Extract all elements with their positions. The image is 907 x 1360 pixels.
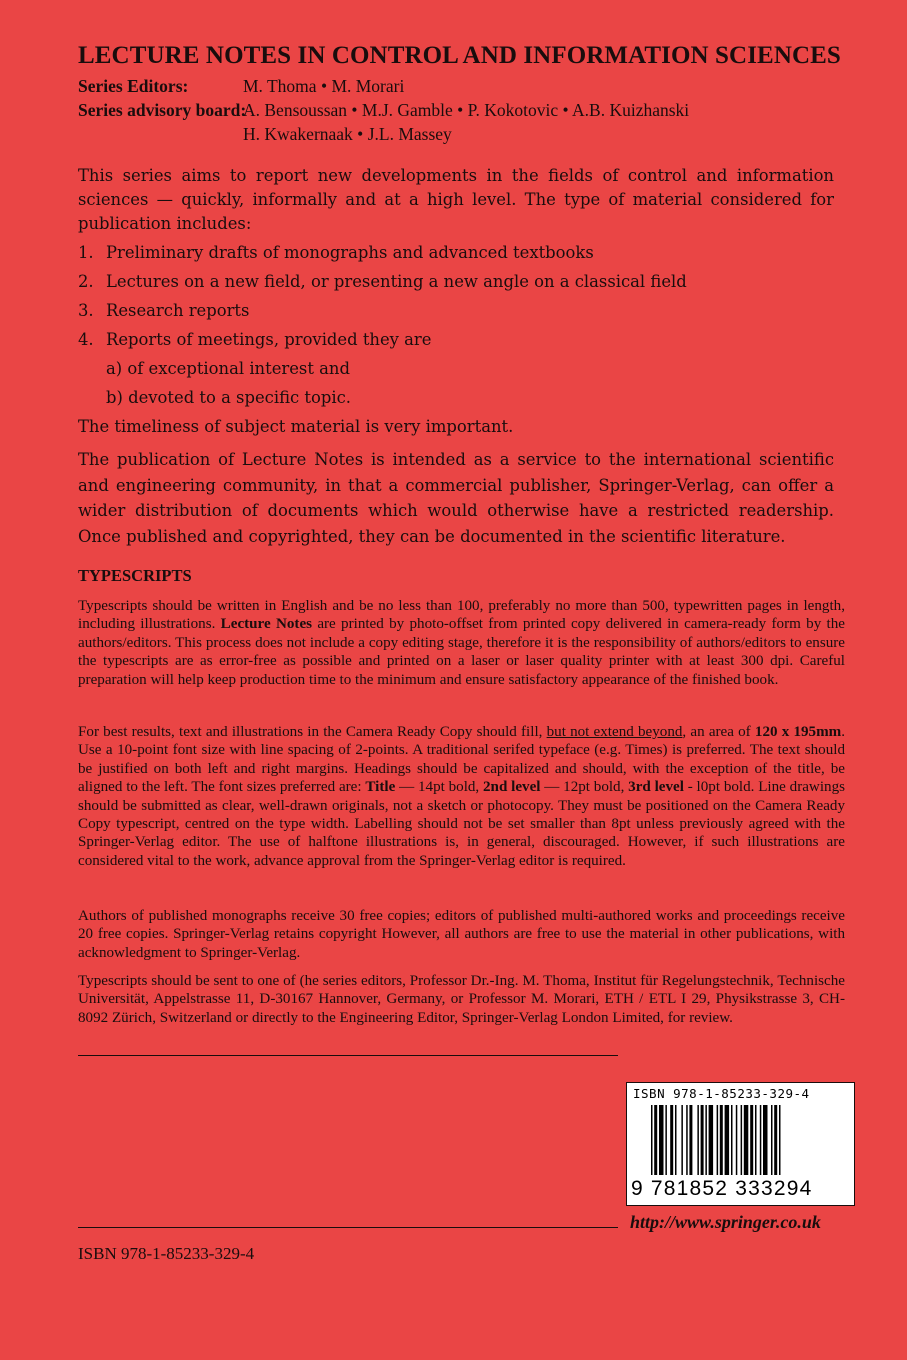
list-text: Reports of meetings, provided they are <box>106 330 432 349</box>
list-item <box>78 299 834 323</box>
text-run: . Use a 10-point font size with line spacing of 2-points. A traditional serifed typeface (e.g. Times) is preferred. The text should be justified on both left and right margins. Headings should be capitalized and should, with the exception of the title, be aligned to the left. The font sizes preferred are: <box>78 724 846 796</box>
intro-paragraph: This series aims to report new developments in the fields of control and information sciences — quickly, informally and at a high level. The type of material considered for publication includes: <box>78 166 834 233</box>
list-number: 3. <box>78 301 94 320</box>
bold-run: Title <box>365 779 396 796</box>
underlined-run: but not extend beyond <box>546 724 683 740</box>
text-run: - l0pt bold. Line drawings should be submitted as clear, well-drawn originals, not a sketch or photocopy. They must be positioned on the Camera Ready Copy typescript, centred on the type width. Labelling should not be set smaller than 8pt unless previously agreed with the Springer-Verlag editor. The use of halftone illustrations is, in general, discouraged. However, if such illustrations are considered vital to the work, advance approval from the Springer-Verlag editor is required. <box>78 779 845 869</box>
typescripts-heading: TYPESCRIPTS <box>78 566 192 585</box>
isbn-number: ISBN 978-1-85233-329-4 <box>78 1244 255 1263</box>
typescripts-paragraph-1 <box>78 597 845 689</box>
bold-run: Lecture Notes <box>220 616 313 633</box>
advisory-board <box>78 100 690 121</box>
series-editors-names: M. Thoma • M. Morari <box>243 76 405 96</box>
sub-list-item: b) devoted to a specific topic. <box>106 388 351 407</box>
list-number: 2. <box>78 272 94 291</box>
list-item <box>78 241 834 265</box>
timeliness-note: The timeliness of subject material is very important. <box>78 417 514 436</box>
series-editors <box>78 76 405 97</box>
text-run: For best results, text and illustrations in the Camera Ready Copy should fill, <box>78 724 547 740</box>
bold-run: 120 x 195mm <box>754 724 842 740</box>
series-title: LECTURE NOTES IN CONTROL AND INFORMATION SCIENCES <box>78 42 841 69</box>
typescripts-paragraph-2 <box>78 723 845 870</box>
advisory-board-label: Series advisory board: <box>78 100 247 120</box>
footer-divider-line <box>78 1227 618 1228</box>
list-number: 4. <box>78 330 94 349</box>
list-number: 1. <box>78 243 94 262</box>
bold-run: 2nd level <box>483 779 541 796</box>
series-description <box>78 164 834 439</box>
barcode-bars <box>651 1105 831 1175</box>
advisory-board-names-2: H. Kwakernaak • J.L. Massey <box>243 124 452 144</box>
text-run: — 14pt bold, <box>395 779 483 796</box>
sub-list-item: a) of exceptional interest and <box>106 359 350 378</box>
text-run: are printed by photo-offset from printed copy delivered in camera-ready form by the authors/editors. This process does not include a copy editing stage, therefore it is the responsibility of authors/editors to ensure the typescripts are as error-free as possible and printed on a laser or laser quality printer with at least 300 dpi. Careful preparation will help keep production time to the minimum and ensure satisfactory appearance of the finished book. <box>78 616 845 688</box>
bold-run: 3rd level <box>628 779 684 796</box>
typescripts-paragraph-3: Authors of published monographs receive 30 free copies; editors of published multi-authored works and proceedings receive 20 free copies. Springer-Verlag retains copyright However, all authors are free to use the material in other publications, with acknowledgment to Springer-Verlag. <box>78 908 845 961</box>
list-text: Preliminary drafts of monographs and advanced textbooks <box>106 243 594 262</box>
list-text: Lectures on a new field, or presenting a new angle on a classical field <box>106 272 687 291</box>
text-run: — 12pt bold, <box>540 779 629 796</box>
series-editors-label: Series Editors: <box>78 76 189 96</box>
text-run: , an area of <box>682 724 755 740</box>
list-item <box>78 328 834 352</box>
publication-paragraph: The publication of Lecture Notes is intended as a service to the international scientific and engineering community, in that a commercial publisher, Springer-Verlag, can offer a wider distribution of documents which would otherwise have a restricted readership. Once published and copyrighted, they can be documented in the scientific literature. <box>78 450 834 546</box>
text-run: Typescripts should be written in English and be no less than 100, preferably no more than 500, typewritten pages in length, including illustrations. <box>78 598 845 633</box>
publisher-url[interactable]: http://www.springer.co.uk <box>630 1212 821 1232</box>
barcode-digits: 9 781852 333294 <box>631 1177 813 1200</box>
typescripts-paragraph-4: Typescripts should be sent to one of (he series editors, Professor Dr.-Ing. M. Thoma, Institut für Regelungstechnik, Technische Universität, Appelstrasse 11, D-30167 Hannover, Germany, or Professor M. Morari, ETH / ETL I 29, Physikstrasse 3, CH-8092 Zürich, Switzerland or directly to the Engineering Editor, Springer-Verlag London Limited, for review. <box>78 973 845 1026</box>
list-text: Research reports <box>106 301 250 320</box>
barcode-isbn-text: ISBN 978-1-85233-329-4 <box>633 1086 810 1101</box>
advisory-board-names-1: A. Bensoussan • M.J. Gamble • P. Kokotovic • A.B. Kuizhanski <box>243 100 690 120</box>
isbn-barcode <box>626 1082 855 1206</box>
list-item <box>78 270 834 294</box>
divider-line <box>78 1055 618 1056</box>
